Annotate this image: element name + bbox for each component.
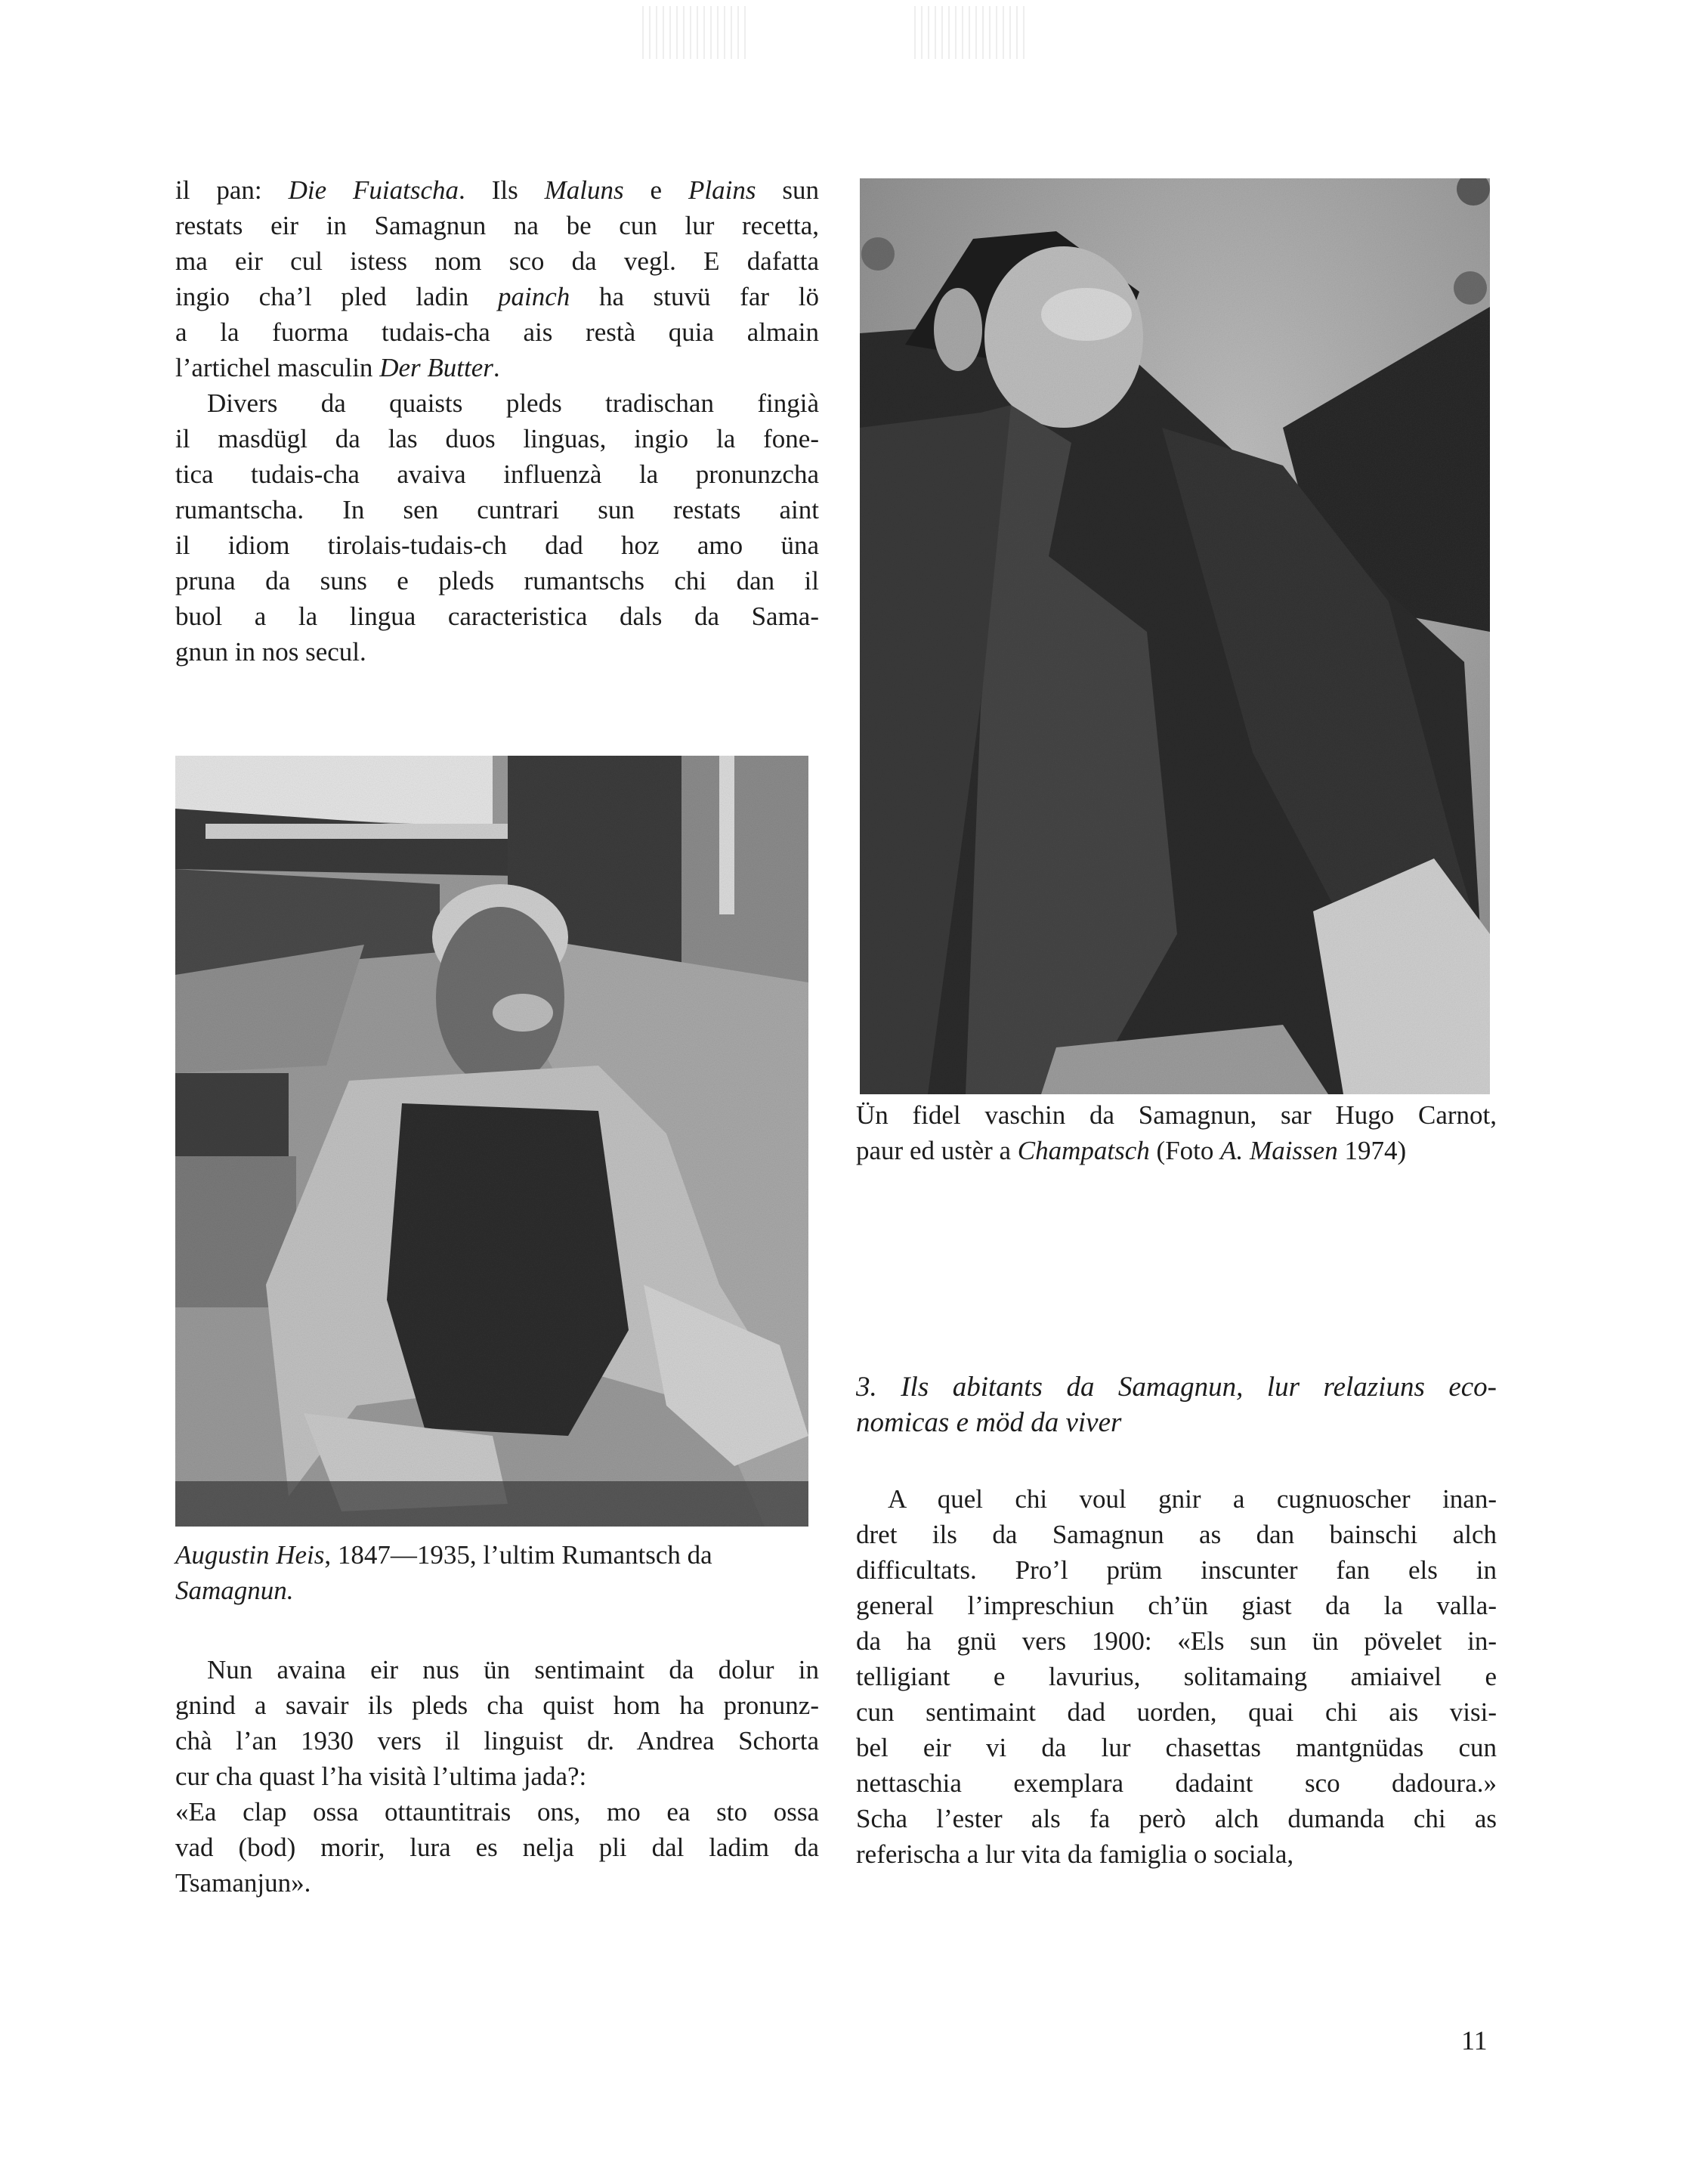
text-line (175, 350, 819, 385)
text-run: Tsamanjun». (175, 1868, 311, 1898)
text-run: gnun in nos secul. (175, 637, 366, 667)
text-run: il idiom tirolais-tudais-ch dad hoz amo üna (175, 531, 819, 560)
text-run: chà l’an 1930 vers il linguist dr. Andrea Schorta (175, 1726, 819, 1756)
text-line (856, 1588, 1497, 1623)
text-run: l’artichel masculin (175, 353, 380, 382)
text-line (856, 1552, 1497, 1588)
text-line (175, 563, 819, 599)
photo-hugo-carnot-image (860, 178, 1490, 1094)
text-run: bel eir vi da lur chasettas mantgnüdas cun (856, 1733, 1497, 1762)
text-run: cur cha quast l’ha visità l’ultima jada?: (175, 1762, 587, 1791)
text-run: 1974) (1337, 1136, 1407, 1165)
text-line (175, 208, 819, 243)
text-line (175, 1652, 819, 1687)
text-line (856, 1481, 1497, 1517)
text-run: difficultats. Pro’l prüm inscunter fan els in (856, 1555, 1497, 1585)
text-line (175, 172, 819, 208)
text-run: e (623, 175, 688, 205)
text-run: il masdügl da las duos linguas, ingio la fone- (175, 424, 819, 453)
text-run: gnind a savair ils pleds cha quist hom ha pronunz- (175, 1691, 819, 1720)
text-line (856, 1730, 1497, 1765)
section-heading-line: nomicas e möd da viver (856, 1407, 1122, 1438)
text-run: nettaschia exemplara dadaint sco dadoura.» (856, 1768, 1497, 1798)
text-line (856, 1133, 1497, 1168)
text-run: il pan: (175, 175, 289, 205)
photo-augustin-heis (175, 756, 808, 1527)
text-line (175, 385, 819, 421)
text-line (175, 456, 819, 492)
text-run: restats eir in Samagnun na be cun lur recetta, (175, 211, 819, 240)
scan-artifact-left (642, 6, 748, 59)
text-run: vad (bod) morir, lura es nelja pli dal ladim da (175, 1833, 819, 1862)
italic-text-run: A. Maissen (1220, 1136, 1338, 1165)
text-run: (Foto (1149, 1136, 1221, 1165)
text-run: . Ils (459, 175, 545, 205)
text-run: Divers da quaists pleds tradischan fingià (207, 388, 819, 418)
text-line (175, 1573, 819, 1608)
text-line (175, 492, 819, 527)
photo-caption-hugo-carnot (856, 1097, 1497, 1168)
text-run: «Ea clap ossa ottauntitrais ons, mo ea sto ossa (175, 1797, 819, 1827)
section-heading (856, 1369, 1497, 1440)
text-run: telligiant e lavurius, solitamaing amiaivel e (856, 1662, 1497, 1691)
italic-text-run: Die Fuiatscha (288, 175, 459, 205)
italic-text-run: Der Butter (379, 353, 493, 382)
text-line (175, 1759, 819, 1794)
text-line (856, 1765, 1497, 1801)
text-run: general l’impreschiun ch’ün giast da la valla- (856, 1591, 1497, 1620)
text-line (856, 1801, 1497, 1836)
text-run: cun sentimaint dad uorden, quai chi ais visi- (856, 1697, 1497, 1727)
text-run: ingio cha’l pled ladin (175, 282, 498, 311)
photo-augustin-heis-image (175, 756, 808, 1527)
text-run: da ha gnü vers 1900: «Els sun ün pövelet in- (856, 1626, 1497, 1656)
photo-caption-augustin-heis (175, 1537, 819, 1608)
photo-hugo-carnot (860, 178, 1490, 1094)
scan-artifact-right (914, 6, 1028, 59)
text-run: ma eir cul istess nom sco da vegl. E dafatta (175, 246, 819, 276)
text-line (175, 243, 819, 279)
text-run: paur ed ustèr a (856, 1136, 1018, 1165)
italic-text-run: Augustin Heis (175, 1540, 325, 1570)
italic-text-run: Maluns (544, 175, 624, 205)
italic-text-run: painch (497, 282, 570, 311)
left-column-bottom-text (175, 1652, 819, 1901)
text-line (175, 1865, 819, 1901)
right-column-bottom-text (856, 1481, 1497, 1872)
text-line (856, 1659, 1497, 1694)
section-heading-line: 3. Ils abitants da Samagnun, lur relaziuns eco- (856, 1372, 1497, 1403)
text-run: buol a la lingua caracteristica dals da Sama- (175, 602, 819, 631)
text-run: Nun avaina eir nus ün sentimaint da dolur in (207, 1655, 819, 1684)
text-line (856, 1097, 1497, 1133)
left-column-top-text (175, 172, 819, 670)
italic-text-run: Samagnun. (175, 1576, 294, 1605)
text-line (175, 1537, 819, 1573)
text-run: Scha l’ester als fa però alch dumanda chi as (856, 1804, 1497, 1833)
page-number: 11 (1461, 2025, 1488, 2056)
italic-text-run: Plains (688, 175, 756, 205)
text-run: dret ils da Samagnun as dan bainschi alch (856, 1520, 1497, 1549)
text-run: a la fuorma tudais-cha ais restà quia almain (175, 317, 819, 347)
text-line (175, 1830, 819, 1865)
text-line (175, 1687, 819, 1723)
text-line (175, 314, 819, 350)
text-line (856, 1517, 1497, 1552)
text-line (175, 279, 819, 314)
text-run: , 1847—1935, l’ultim Rumantsch da (324, 1540, 712, 1570)
text-line (856, 1623, 1497, 1659)
text-line (856, 1694, 1497, 1730)
text-line (175, 421, 819, 456)
text-line (175, 599, 819, 634)
text-run: . (493, 353, 500, 382)
text-run: ha stuvü far lö (570, 282, 820, 311)
italic-text-run: Champatsch (1017, 1136, 1150, 1165)
text-run: sun (756, 175, 819, 205)
text-run: A quel chi voul gnir a cugnuoscher inan- (888, 1484, 1497, 1514)
text-line (175, 634, 819, 670)
text-run: referischa a lur vita da famiglia o sociala, (856, 1839, 1294, 1869)
text-line (856, 1836, 1497, 1872)
text-run: rumantscha. In sen cuntrari sun restats aint (175, 495, 819, 524)
text-run: pruna da suns e pleds rumantschs chi dan il (175, 566, 819, 595)
text-line (175, 1723, 819, 1759)
text-line (175, 1794, 819, 1830)
text-run: tica tudais-cha avaiva influenzà la pronunzcha (175, 459, 819, 489)
text-line (175, 527, 819, 563)
text-run: Ün fidel vaschin da Samagnun, sar Hugo Carnot, (856, 1100, 1497, 1130)
